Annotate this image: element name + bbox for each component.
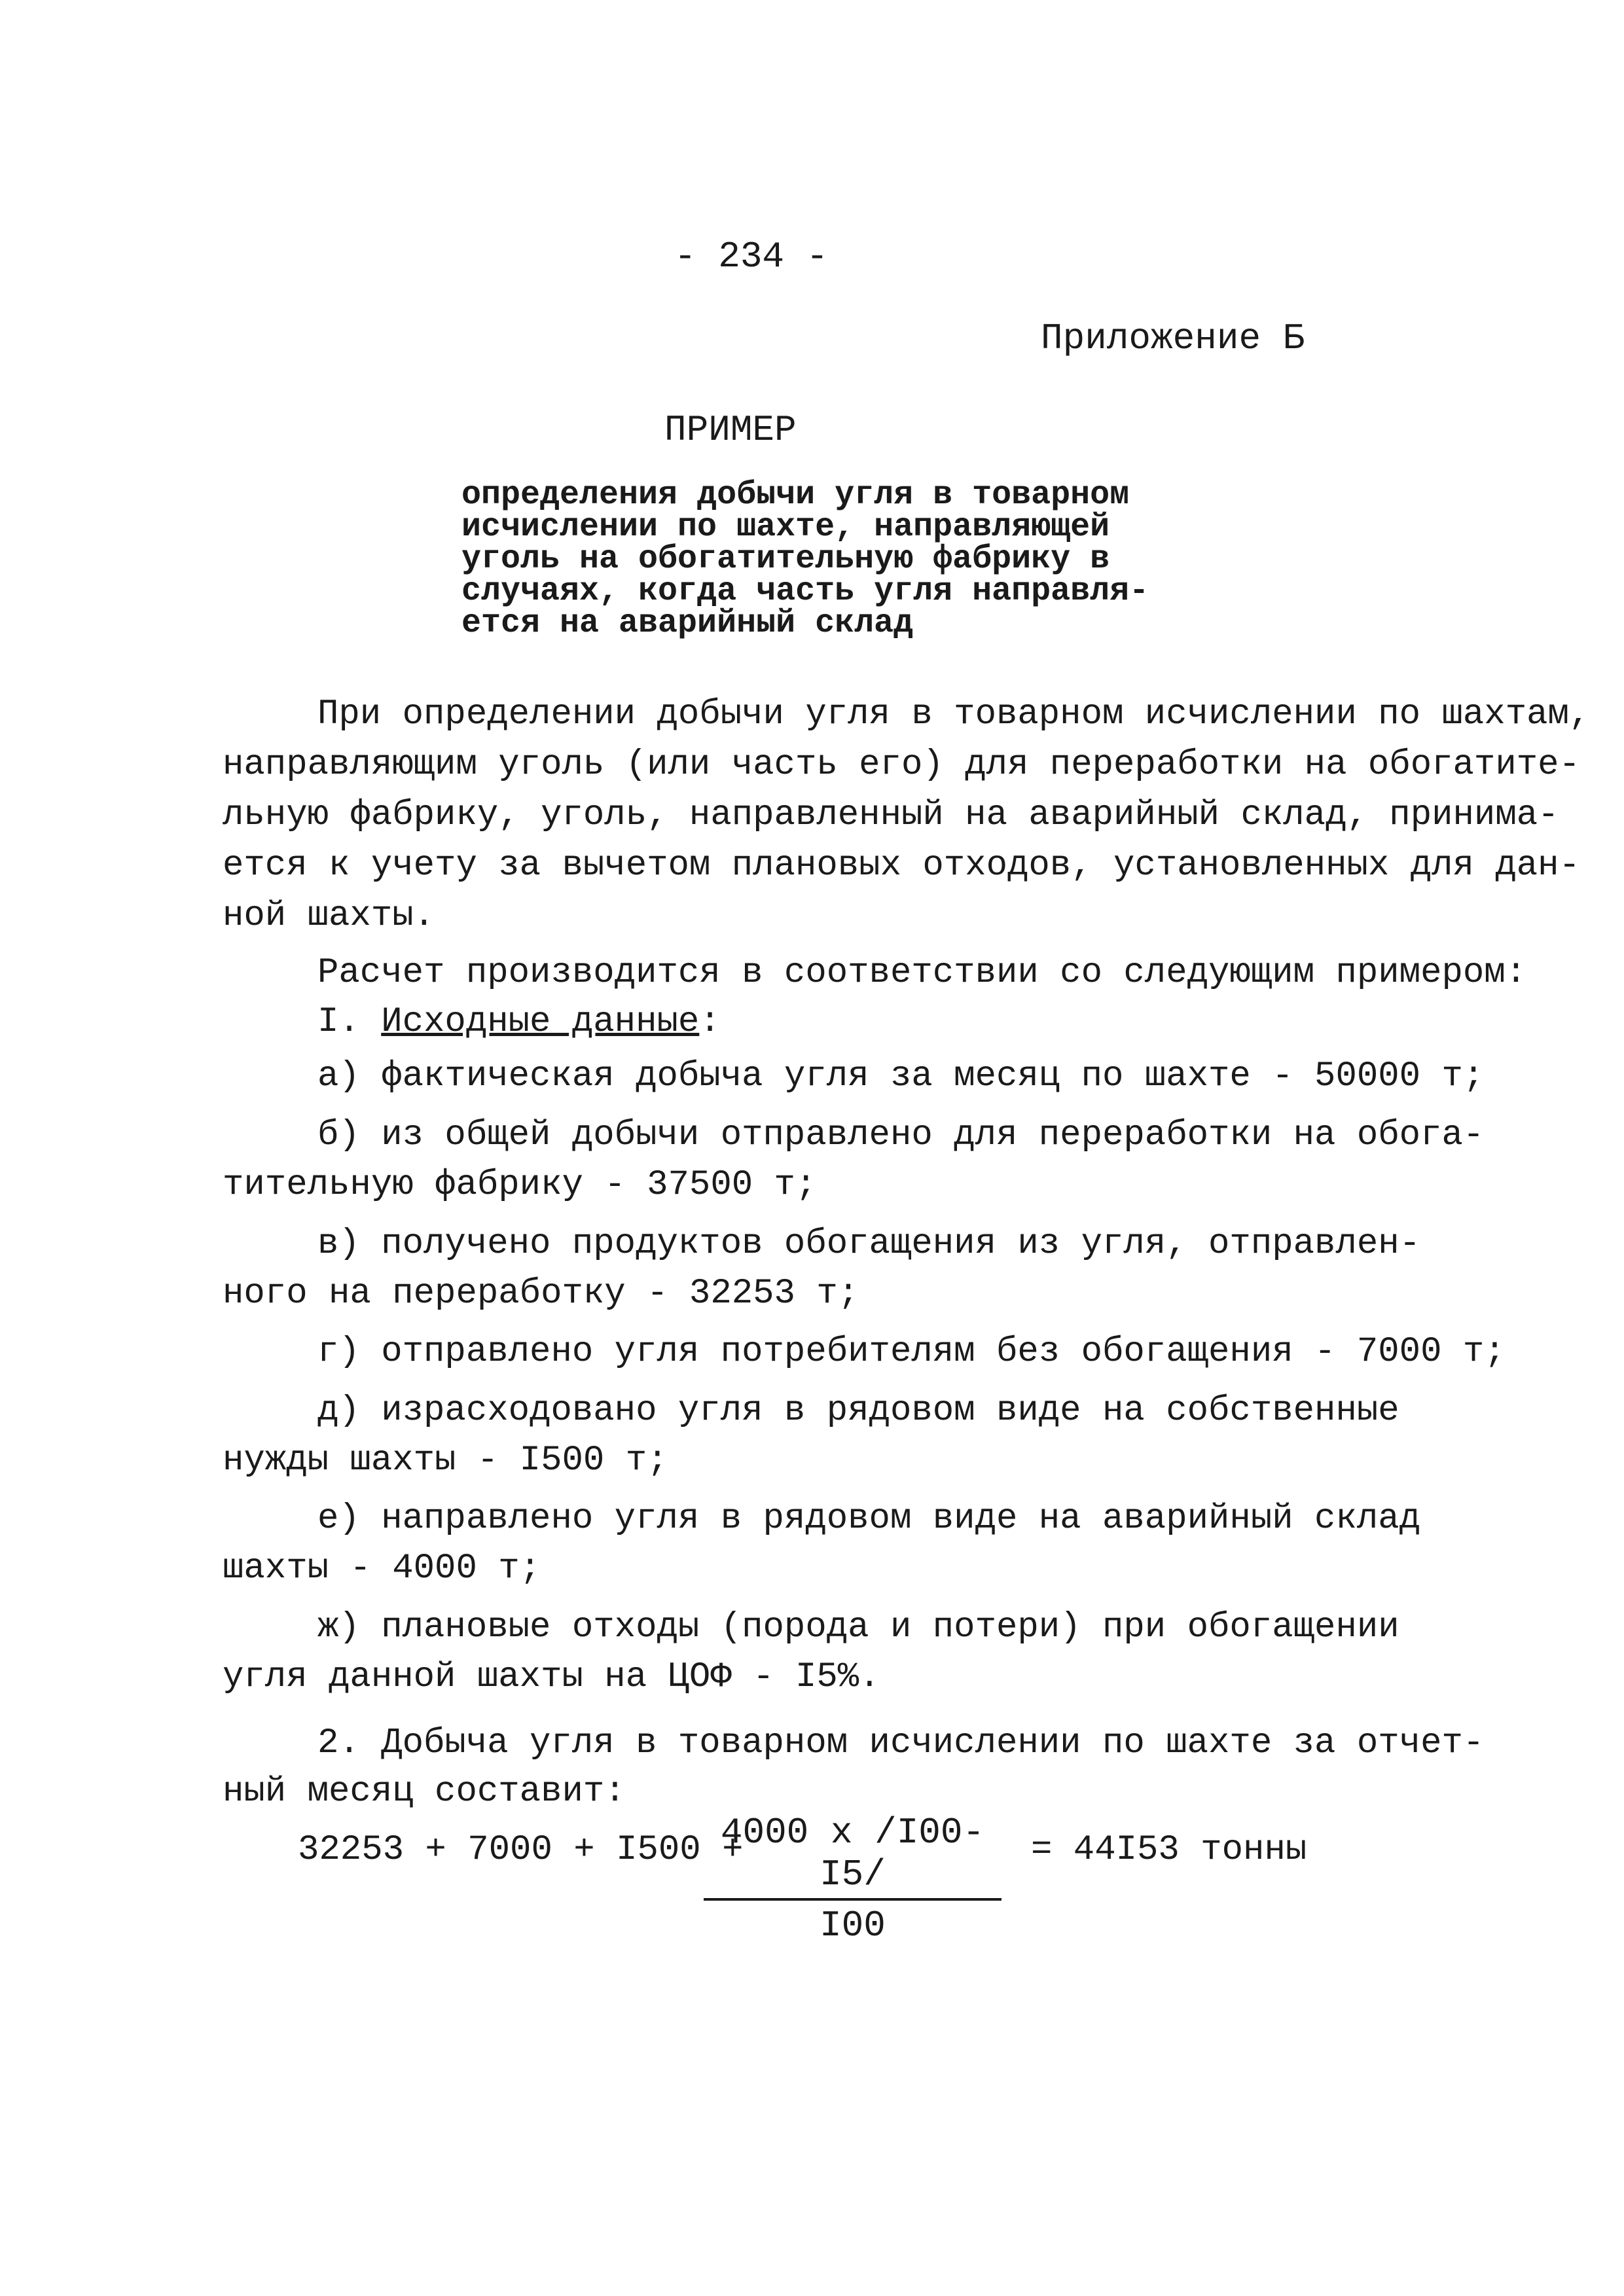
data-item-d: г) отправлено угля потребителям без обогащения - 7000 т;: [317, 1332, 1506, 1372]
data-item-b-cont: тительную фабрику - 37500 т;: [223, 1165, 817, 1205]
page-number: - 234 -: [674, 236, 829, 278]
data-item-c: в) получено продуктов обогащения из угля, отправлен-: [317, 1224, 1421, 1264]
document-heading: ПРИМЕР: [664, 409, 797, 451]
data-item-e-cont: нужды шахты - I500 т;: [223, 1441, 668, 1480]
appendix-label: Приложение Б: [1041, 317, 1305, 359]
formula-numerator: 4000 х /I00-I5/: [704, 1812, 1001, 1901]
data-item-f-cont: шахты - 4000 т;: [223, 1549, 541, 1588]
subtitle-line: определения добычи угля в товарном: [461, 476, 1130, 514]
data-item-g: ж) плановые отходы (порода и потери) при обогащении: [317, 1607, 1399, 1647]
section1-title: Исходные данные: [381, 1002, 700, 1042]
intro-line: направляющим уголь (или часть его) для переработки на обогатите-: [223, 745, 1580, 785]
subtitle-line: ется на аварийный склад: [461, 605, 914, 642]
intro-line: При определении добычи угля в товарном исчислении по шахтам,: [317, 694, 1591, 734]
formula-denominator: I00: [820, 1905, 886, 1946]
intro-line: льную фабрику, уголь, направленный на аварийный склад, принима-: [223, 795, 1559, 835]
document-subtitle: [461, 476, 1149, 642]
subtitle-line: случаях, когда часть угля направля-: [461, 573, 1149, 610]
formula-lhs: 32253 + 7000 + I500 +: [298, 1830, 744, 1870]
formula-fraction: [704, 1812, 1001, 1946]
data-item-g-cont: угля данной шахты на ЦОФ - I5%.: [223, 1657, 880, 1697]
data-item-b: б) из общей добычи отправлено для переработки на обога-: [317, 1115, 1485, 1155]
subtitle-line: уголь на обогатительную фабрику в: [461, 541, 1110, 578]
calc-intro: Расчет производится в соответствии со следующим примером:: [317, 953, 1527, 993]
formula-result: = 44I53 тонны: [1031, 1830, 1307, 1870]
data-item-f: е) направлено угля в рядовом виде на аварийный склад: [317, 1499, 1421, 1539]
section1-heading: [317, 1001, 721, 1043]
subtitle-line: исчислении по шахте, направляющей: [461, 509, 1110, 546]
section2-line: ный месяц составит:: [223, 1772, 626, 1812]
intro-line: ной шахты.: [223, 896, 435, 936]
data-item-c-cont: ного на переработку - 32253 т;: [223, 1274, 859, 1314]
section1-colon: :: [699, 1002, 721, 1042]
section2-line: 2. Добыча угля в товарном исчислении по шахте за отчет-: [317, 1723, 1485, 1763]
intro-line: ется к учету за вычетом плановых отходов, установленных для дан-: [223, 846, 1580, 886]
data-item-a: а) фактическая добыча угля за месяц по шахте - 50000 т;: [317, 1056, 1485, 1096]
data-item-e: д) израсходовано угля в рядовом виде на собственные: [317, 1391, 1399, 1431]
section1-number: I.: [317, 1002, 360, 1042]
